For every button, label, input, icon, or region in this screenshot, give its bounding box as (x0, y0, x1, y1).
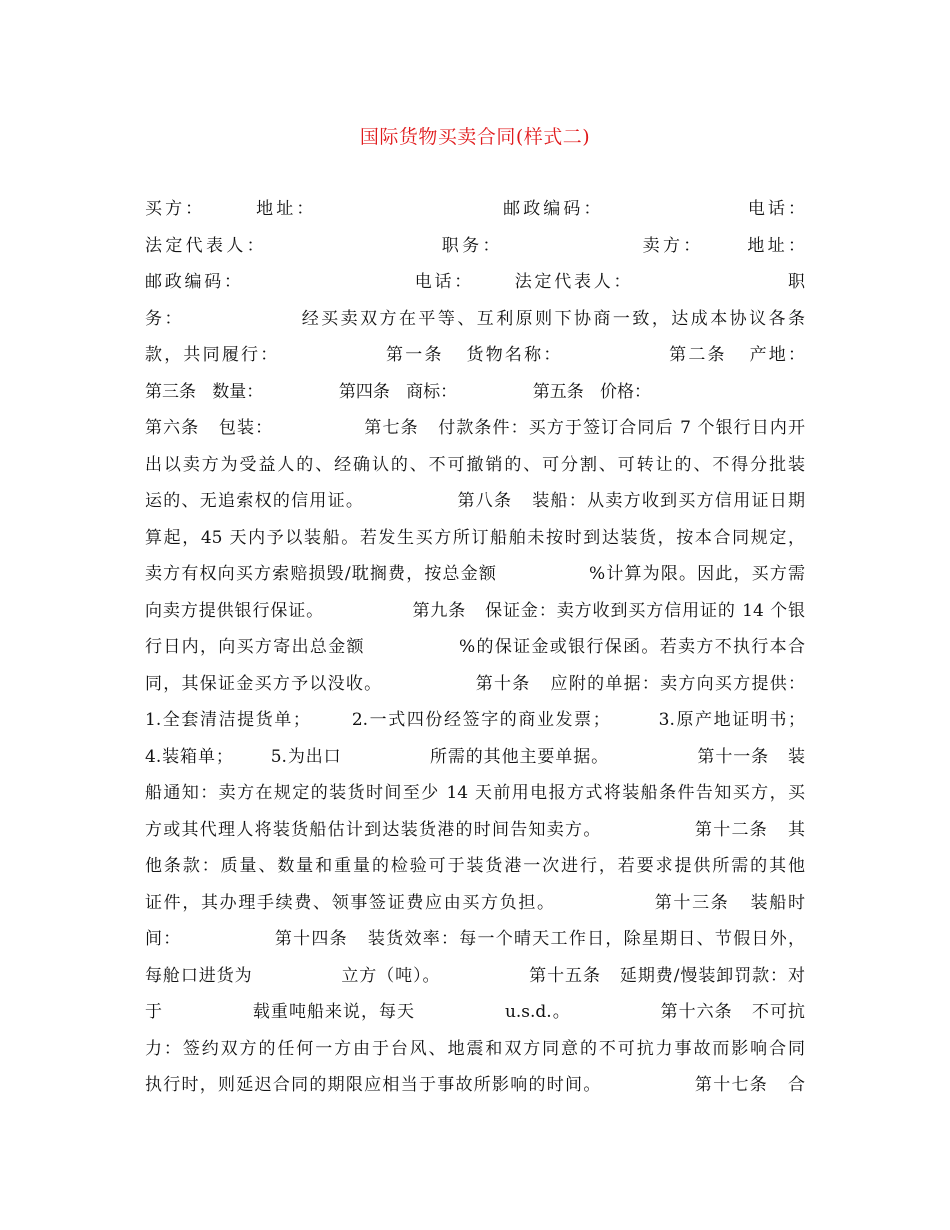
document-title: 国际货物买卖合同(样式二) (359, 126, 591, 148)
text-line: 4.装箱单； 5.为出口 所需的其他主要单据。 第十一条 装 (145, 746, 805, 767)
text-line: 方或其代理人将装货船估计到达装货港的时间告知卖方。 第十二条 其 (145, 819, 805, 840)
text-line: 船通知：卖方在规定的装货时间至少 14 天前用电报方式将装船条件告知买方，买 (145, 783, 805, 803)
text-line: 算起，45 天内予以装船。若发生买方所订船舶未按时到达装货，按本合同规定， (145, 527, 805, 548)
text-line: 行日内，向买方寄出总金额 %的保证金或银行保函。若卖方不执行本合 (145, 637, 805, 657)
text-line: 法定代表人： 职务： 卖方： 地址： (145, 235, 805, 256)
text-line: 力：签约双方的任何一方由于台风、地震和双方同意的不可抗力事故而影响合同 (145, 1038, 805, 1059)
text-line: 第六条 包装： 第七条 付款条件：买方于签订合同后 7 个银行日内开 (145, 418, 805, 438)
text-line: 间： 第十四条 装货效率：每一个晴天工作日，除星期日、节假日外， (145, 929, 805, 949)
text-line: 他条款：质量、数量和重量的检验可于装货港一次进行，若要求提供所需的其他 (145, 856, 805, 876)
text-line: 向卖方提供银行保证。 第九条 保证金：卖方收到买方信用证的 14 个银 (145, 600, 805, 621)
text-line: 每舱口进货为 立方（吨）。 第十五条 延期费/慢装卸罚款：对 (145, 965, 805, 986)
text-line: 第三条 数量： 第四条 商标： 第五条 价格： (145, 381, 651, 402)
text-line: 款，共同履行： 第一条 货物名称： 第二条 产地： (145, 345, 805, 365)
text-line: 证件，其办理手续费、领事签证费应由买方负担。 第十三条 装船时 (145, 892, 805, 913)
text-line: 运的、无追索权的信用证。 第八条 装船：从卖方收到买方信用证日期 (145, 491, 805, 511)
contract-body (145, 191, 805, 1104)
text-line: 出以卖方为受益人的、经确认的、不可撤销的、可分割、可转让的、不得分批装 (145, 454, 805, 475)
text-line: 1.全套清洁提货单； 2.一式四份经签字的商业发票； 3.原产地证明书； (145, 710, 805, 730)
text-line: 卖方有权向买方索赔损毁/耽搁费，按总金额 %计算为限。因此，买方需 (145, 564, 805, 584)
text-line: 邮政编码： 电话： 法定代表人： 职 (145, 272, 805, 292)
text-line: 同，其保证金买方予以没收。 第十条 应附的单据：卖方向买方提供： (145, 673, 805, 694)
text-line: 执行时，则延迟合同的期限应相当于事故所影响的时间。 第十七条 合 (145, 1075, 805, 1095)
text-line: 务： 经买卖双方在平等、互利原则下协商一致，达成本协议各条 (145, 308, 805, 329)
text-line: 买方： 地址： 邮政编码： 电话： (145, 199, 805, 219)
text-line: 于 载重吨船来说，每天 u.s.d.。 第十六条 不可抗 (145, 1002, 805, 1022)
